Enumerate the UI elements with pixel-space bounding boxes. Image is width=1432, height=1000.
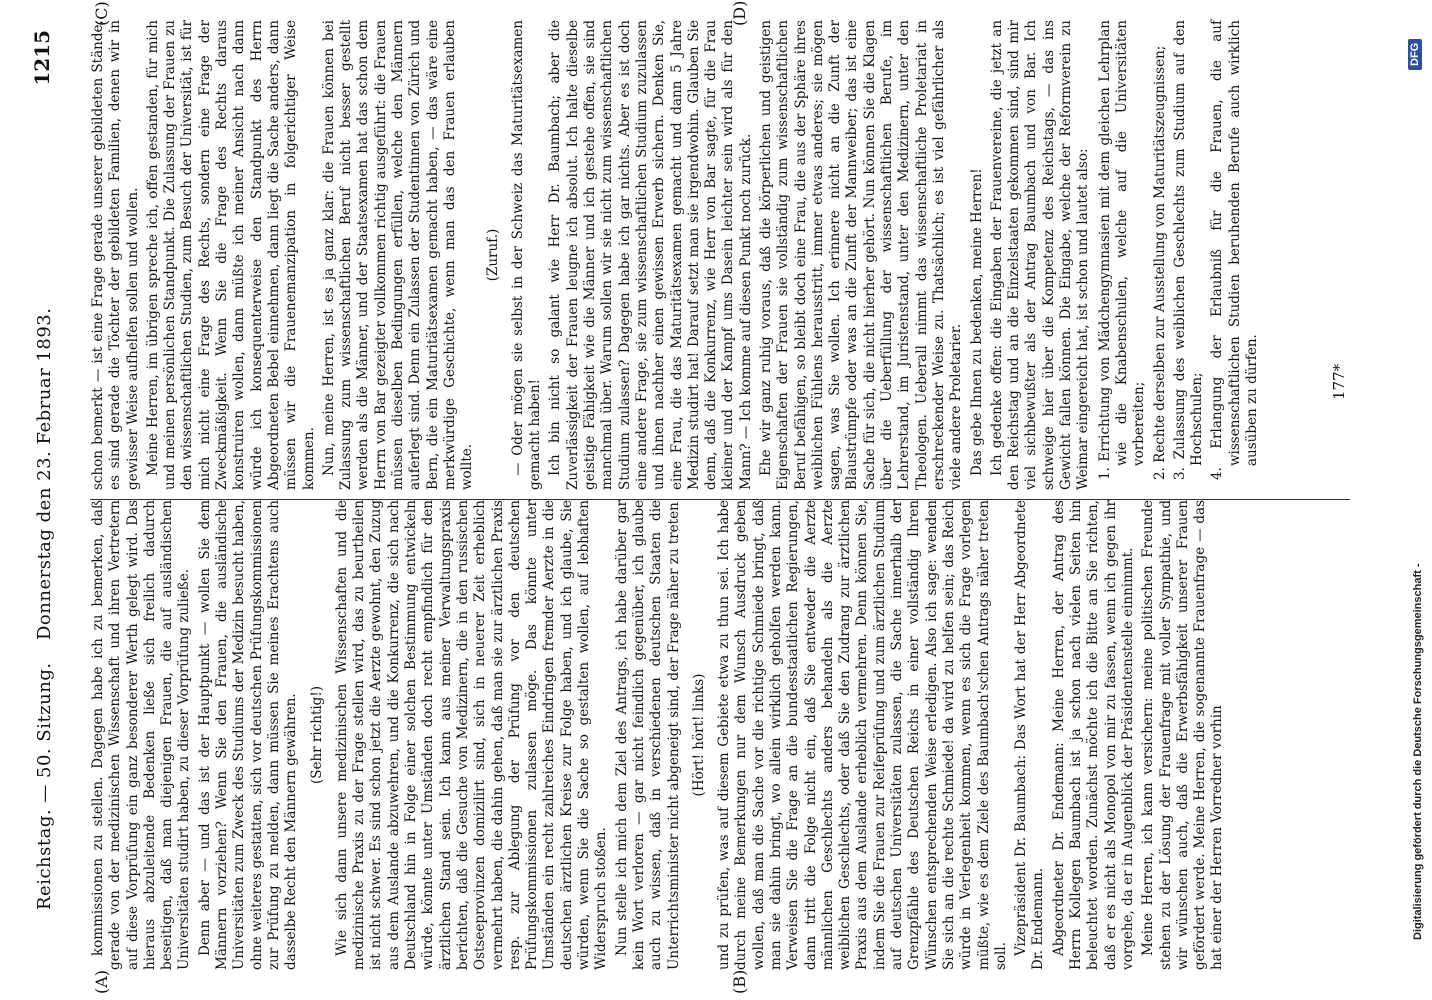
paragraph: kommissionen zu stellen. Dagegen habe ich zu bemerken, daß gerade von der medizinischen Wissenschaft und ihren Vertretern auf diese Vorprüfung ein ganz besonderer Werth gelegt wird. Das hieraus abzuleitende Bedenken ließe sich freilich dadurch beseitigen, daß man diejenigen Frauen, die auf ausländischen Universitäten studirt haben, zu dieser Vorprüfung zuließe.: [90, 500, 193, 970]
right-column: [90, 20, 1264, 490]
list-item: 4. Erlangung der Erlaubniß für die Frauen, die auf wissenschaftlichen Studien beruhenden Berufe auch wirklich ausüben zu dürfen.: [1209, 20, 1260, 480]
speaker-paragraph: Vizepräsident Dr. Baumbach: Das Wort hat der Herr Abgeordnete Dr. Endemann.: [1013, 500, 1047, 970]
paragraph: — Oder mögen sie selbst in der Schweiz das Maturitätsexamen gemacht haben!: [509, 20, 544, 490]
left-column: [90, 500, 1230, 970]
paragraph: Denn aber — und das ist der Hauptpunkt — wollen Sie dem Männern vorziehen? Wenn Sie den Frauen, die ausländische Universitäten zum Zweck des Studiums der Medizin besucht haben, ohne weiteres gestatten, sich vor deutschen Prüfungskommissionen zur Prüfung zu melden, dann müssen Sie meines Erachtens auch dasselbe Recht den Männern gewähren.: [196, 500, 300, 970]
paragraph: Nun stelle ich mich dem Ziel des Antrags, ich habe darüber gar kein Wort verloren — gar nicht feindlich gegenüber, ich glaube auch zu wissen, daß in verschiedenen deutschen Staaten die Unterrichtsminister nicht abgeneigt sind, der Frage näher zu treten: [613, 500, 682, 970]
paragraph: schon bemerkt — ist eine Frage gerade unserer gebildeten Stände; es sind gerade die Töchter der gebildeten Familien, denen wir in gewisser Weise aufhelfen sollen und wollen.: [90, 20, 141, 490]
paragraph: Nun, meine Herren, ist es ja ganz klar: die Frauen können bei Zulassung zum wissenschaftlichen Beruf nicht besser gestellt werden als die Männer, und der Staatsexamen hat das schon dem Herrn von Bar gezeigter vollkommen richtig ausgeführt: die Frauen müssen dieselben Bedingungen erfüllen, welche den Männern auferlegt sind. Denn ein Zulassen der Studentinnen von Zürich und Bern, die ein Maturitätsexamen gemacht haben, — das wäre eine merkwürdige Geschichte, wenn man das den Frauen erlauben wollte.: [320, 20, 476, 490]
header-session: Reichstag. — 50. Sitzung.: [34, 662, 55, 910]
list-item: 2. Rechte derselben zur Ausstellung von Maturitätszeugnissen;: [1151, 45, 1168, 480]
page-header: [28, 0, 68, 1000]
interjection: (Zuruf.): [484, 228, 501, 282]
paragraph: Meine Herren, im übrigen spreche ich, offen gestanden, für mich und meinen persönlichen Standpunkt. Die Zulassung der Frauen zu den wissenschaftlichen Studien, zum Besuch der Universität, ist für mich nicht eine Frage des Rechts, sondern eine Frage der Zweckmäßigkeit. Wenn Sie die Frage des Rechts daraus konstruiren wollen, dann müßte ich meiner Ansicht nach dann würde ich konsequenterweise den Standpunkt des Herrn Abgeordneten Bebel einnehmen, dann liegt die Sache anders, dann müssen wir die Frauenemanzipation in folgerichtiger Weise kommen.: [144, 20, 317, 490]
paragraph: Ehe wir ganz ruhig voraus, daß die körperlichen und geistigen Eigenschaften der Frauen sie vollständig zum wissenschaftlichen Beruf befähigen, so bleibt doch eine Frau, die aus der Sphäre ihres weiblichen Fühlens herausstritt, immer etwas anderes; sie mögen sagen, was Sie wollen. Ich erinnere nicht an die Zunft der Blaustrümpfe oder was an die Zunft der Mannweiber; das ist eine Sache für sich, die nicht hierher gehört. Nun können Sie die Klagen über die Ueberfüllung der wissenschaftlichen Berufe, im Lehrerstand, im Juristenstand, unter den Medizinern, unter den Theologen. Ueberall nimmt das wissenschaftliche Proletariat in erschreckender Weise zu. Thatsächlich; es ist viel gefährlicher als viele andere Proletarier.: [757, 20, 965, 490]
speaker-paragraph: Abgeordneter Dr. Endemann: Meine Herren, der Antrag des Herrn Kollegen Baumbach ist ja schon nach vielen Seiten hin beleuchtet worden. Zunächst möchte ich die Bitte an Sie richten, daß er es nicht als Monopol von mir zu fassen, wenn ich gegen ihr vorgehe, da er in Augenblick der Präsidentenstelle einnimmt.: [1050, 500, 1136, 970]
list-item: 1. Errichtung von Mädchengymnasien mit dem gleichen Lehrplan wie die Knabenschulen, welche auf die Universitäten vorbereiten;: [1096, 20, 1148, 480]
margin-marker-a: (A): [92, 969, 111, 994]
margin-marker-b: (B): [730, 969, 749, 994]
margin-marker-c: (C): [92, 1, 111, 26]
list-item: 3. Zulassung des weiblichen Geschlechts zum Studium auf den Hochschulen;: [1171, 20, 1206, 480]
interjection: (Sehr richtig!): [308, 685, 325, 785]
paragraph: Das gebe Ihnen zu bedenken, meine Herren!: [968, 168, 985, 476]
dfg-logo: DFG: [1408, 39, 1422, 70]
side-credit-strip: [1406, 0, 1432, 1000]
page-number: 1215: [30, 30, 54, 86]
column-divider: [90, 499, 1350, 500]
signature-mark: 177*: [1330, 363, 1348, 400]
digitization-credit: Digitalisierung gefördert durch die Deutsche Forschungsgemeinschaft -: [1412, 563, 1424, 940]
paragraph: Meine Herren, ich kann versichern: meine politischen Freunde stehen zu der Lösung der Frauenfrage mit voller Sympathie, und wir wünschen auch, daß die Erwerbsfähigkeit unserer Frauen gefördert werde. Meine Herren, die sogenannte Frauenfrage — das hat einer der Herren Vorredner vorhin: [1140, 500, 1226, 970]
petition-list: [1097, 20, 1262, 480]
header-date: Donnerstag den 23. Februar 1893.: [34, 307, 55, 640]
paragraph: Wie sich dann unsere medizinischen Wissenschaften und die medizinische Praxis zu der Frage stellen wird, das zu beurtheilen ist nicht schwer. Es sind schon jetzt die Aerzte gewohnt, den Zuzug aus dem Auslande abzuwehren, und die Konkurrenz, die sich nach Deutschland hin in Folge einer solchen Bestimmung entwickeln würde, könnte unter Umständen doch recht empfindlich für den ärztlichen Stand sein. Ich kann aus meiner Verwaltungspraxis berichten, daß die Gesuche von Medizinern, die in den russischen Ostseeprovinzen domizilirt sind, sich in neuerer Zeit erheblich vermehrt haben, die dahin gehen, daß man sie zur ärztlichen Praxis resp. zur Ablegung der Prüfung vor den deutschen Prüfungskommissionen zulassen möge. Das könnte unter Umständen ein recht zahlreiches Eindringen fremder Aerzte in die deutschen ärztlichen Kreise zur Folge haben, und ich glaube, Sie würden, wenn Sie die Sache so gestalten wollen, auf lebhaften Widerspruch stoßen.: [333, 500, 610, 970]
paragraph: Ich gedenke offen: die Eingaben der Frauenvereine, die jetzt an den Reichstag und an die Einzelstaaten gekommen sind, sind mir viel sichbewußter als der Antrag Baumbach und von Bar. Ich schweige hier über die Kompetenz des Reichstags, — das ins Gewicht fallen können. Die Eingabe, welche der Reformverein zu Weimar eingereicht hat, ist schon und lautet also:: [988, 20, 1092, 490]
margin-marker-d: (D): [730, 0, 749, 26]
paragraph: Ich bin nicht so galant wie Herr Dr. Baumbach; aber die Zuverlässigkeit der Frauen leugne ich absolut. Ich halte dieselbe geistige Fähigkeit wie die Männer und ich gestehe offen, sie sind manchmal über. Warum sollen wir sie nicht zum wissenschaftlichen Studium zulassen? Dagegen habe ich gar nichts. Aber es ist doch eine andere Frage, sie zum wissenschaftlichen Studium zuzulassen und ihnen nachher einen gewissen Erwerb sichern. Denken Sie, eine Frau, die das Maturitätsexamen gemacht und dann 5 Jahre Medizin studirt hat! Darauf setzt man sie irgendwohin. Glauben Sie denn, daß die Konkurrenz, wie Herr von Bar sagte, für die Frau kleiner und der Kampf ums Dasein leichter sein wird als für den Mann? — Ich komme auf diesen Punkt noch zurück.: [547, 20, 754, 490]
interjection: (Hört! hört! links): [690, 673, 707, 797]
paragraph: und zu prüfen, was auf diesem Gebiete etwa zu thun sei. Ich habe durch meine Bemerkungen nur dem Wunsch Ausdruck geben wollen, daß man die Sache vor die richtige Schmiede bringt, daß man sie dahin bringt, wo allein wirklich geholfen werden kann. Verweisen Sie die Frage an die bundesstaatlichen Regierungen, dann tritt die Folge nicht ein, daß Sie entweder die Aerzte männlichen Geschlechts anders behandeln als die Aerzte weiblichen Geschlechts, oder daß Sie den Zudrang zur ärztlichen Praxis aus dem Auslande erheblich vermehren. Denn können Sie, indem Sie die Frauen zur Reifeprüfung und zum ärztlichen Studium auf deutschen Universitäten zulassen, die Sache innerhalb der Grenzpfähle des Deutschen Reichs in einer vollständig Ihren Wünschen entsprechenden Weise erledigen. Also ich sage: wenden Sie sich an die rechte Schmiede! da wird zu helfen sein; das Reich würde in Verlegenheit kommen, wenn es sich die Frage vorlegen müßte, wie es dem Ziele des Baumbach'schen Antrags näher treten soll.: [716, 500, 1009, 970]
